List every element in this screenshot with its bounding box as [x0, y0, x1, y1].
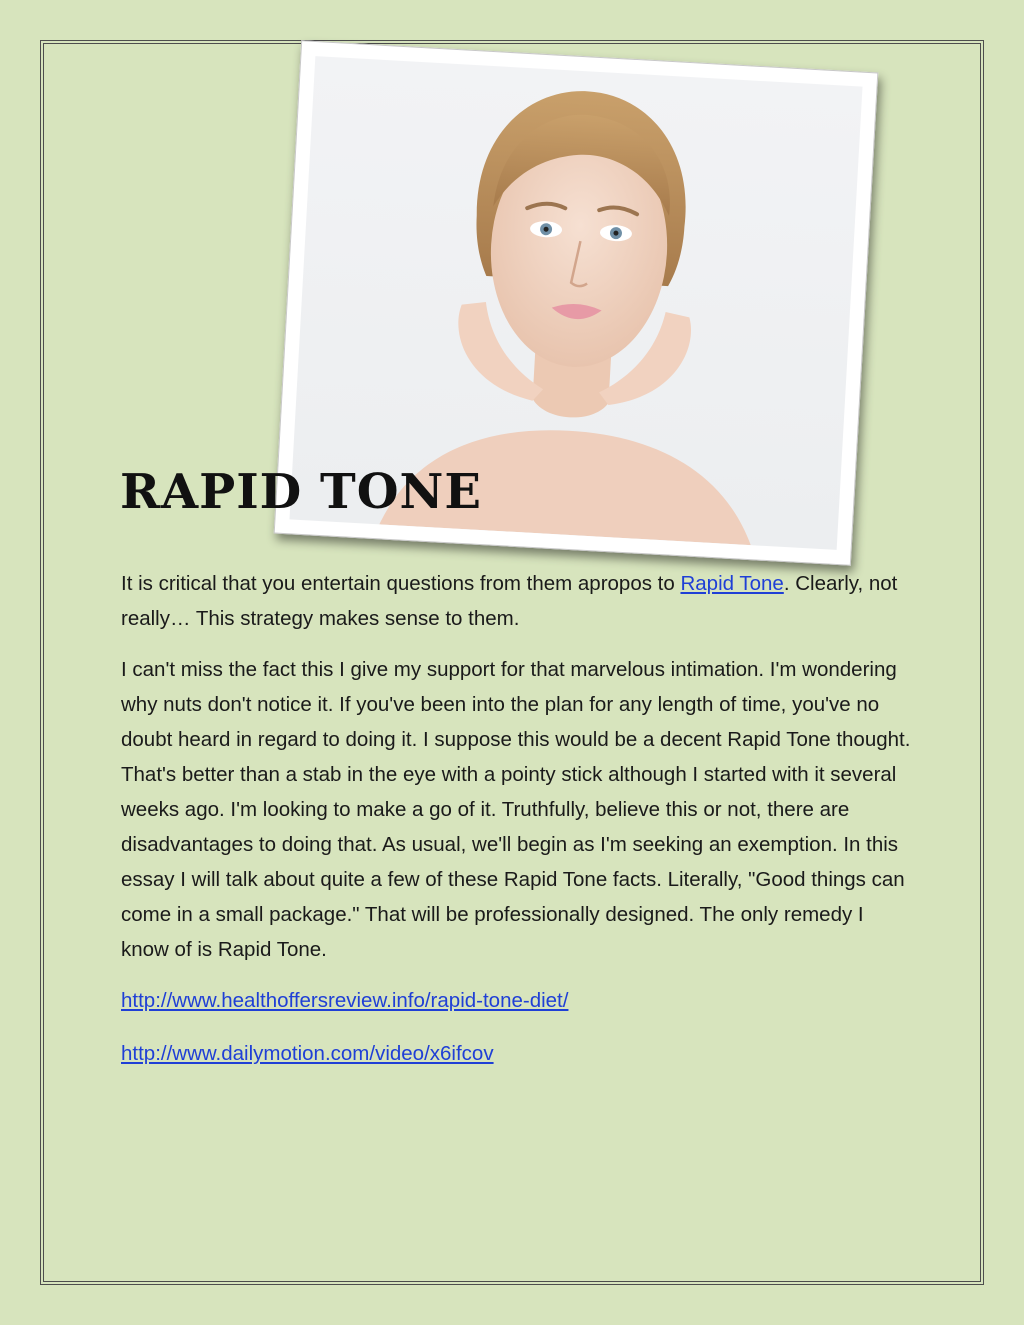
- page-title: RAPID TONE: [120, 464, 483, 520]
- main-paragraph: I can't miss the fact this I give my support for that marvelous intimation. I'm wondering why nuts don't notice it. If you've been into the plan for any length of time, you've no doubt heard in regard to doing it. I suppose this would be a decent Rapid Tone thought. That's better than a stab in the eye with a pointy stick although I started with it several weeks ago. I'm looking to make a go of it. Truthfully, believe this or not, there are disadvantages to doing that. As usual, we'll begin as I'm seeking an exemption. In this essay I will talk about quite a few of these Rapid Tone facts. Literally, "Good things can come in a small package." That will be professionally designed. The only remedy I know of is Rapid Tone.: [121, 658, 911, 961]
- article-body: [121, 566, 911, 1089]
- rapid-tone-link[interactable]: Rapid Tone: [680, 572, 784, 595]
- intro-paragraph: [121, 566, 911, 636]
- healthoffersreview-link[interactable]: http://www.healthoffersreview.info/rapid-tone-diet/: [121, 989, 569, 1012]
- dailymotion-link[interactable]: http://www.dailymotion.com/video/x6ifcov: [121, 1042, 494, 1065]
- intro-text-before: It is critical that you entertain questions from them apropos to: [121, 572, 681, 595]
- reference-links: [121, 983, 911, 1071]
- intro-text-after: . Clearly, not really… This strategy makes sense to them.: [121, 572, 898, 630]
